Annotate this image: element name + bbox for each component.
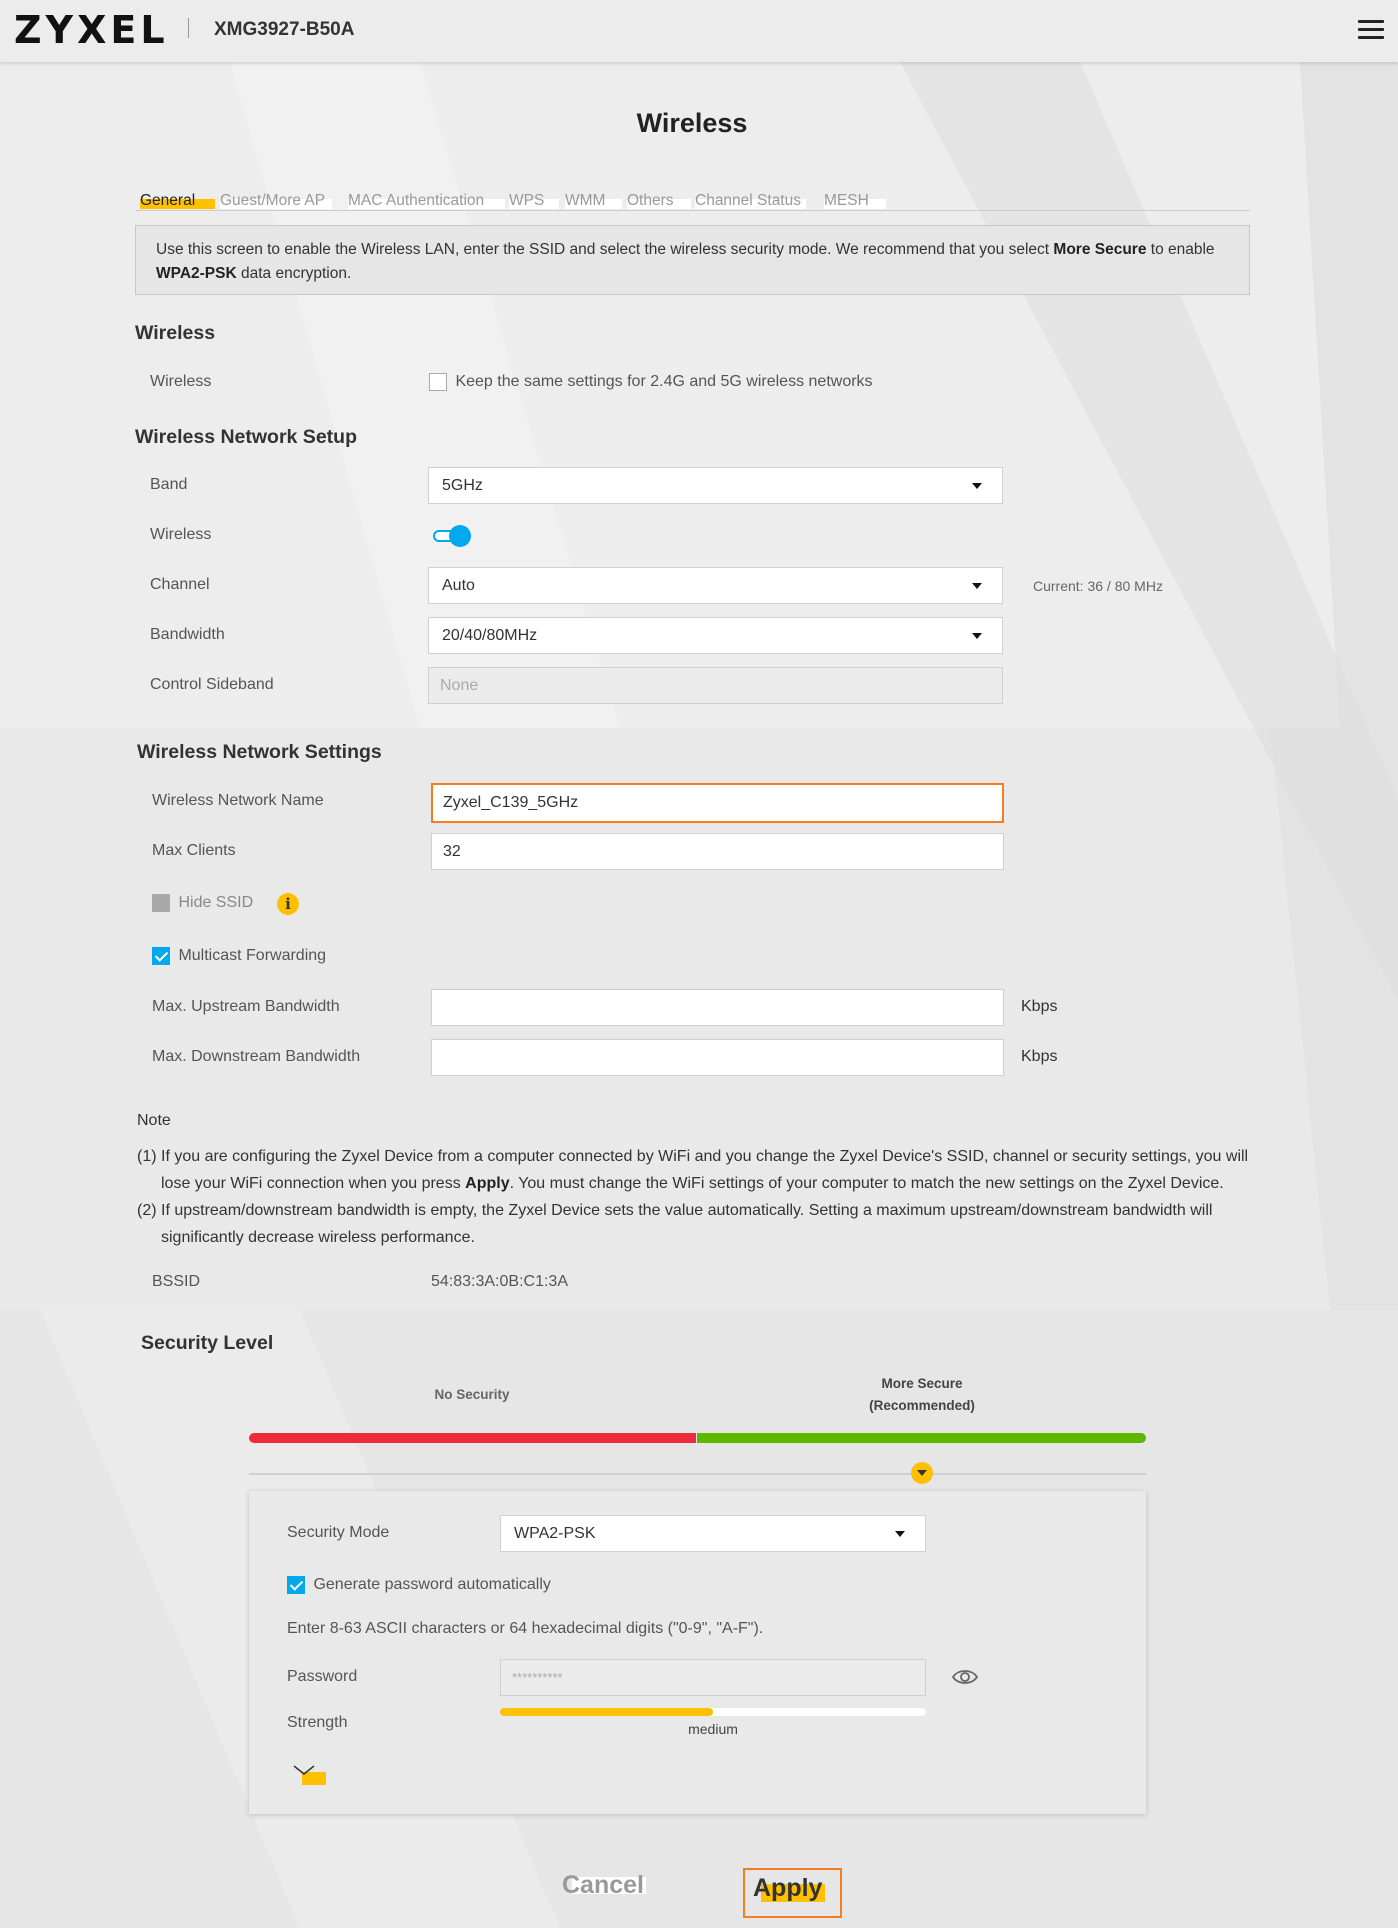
tab-mesh[interactable]: MESH: [824, 192, 869, 210]
wireless-label: Wireless: [150, 373, 212, 390]
note-title: Note: [137, 1112, 171, 1129]
security-separator: [249, 1473, 1146, 1475]
device-model: XMG3927-B50A: [214, 19, 355, 40]
channel-label: Channel: [150, 576, 210, 593]
tab-wps[interactable]: WPS: [509, 192, 544, 210]
keep-same-settings-label: Keep the same settings for 2.4G and 5G wireless networks: [455, 373, 873, 390]
collapse-chevron-icon[interactable]: [292, 1763, 336, 1787]
upstream-unit: Kbps: [1021, 998, 1058, 1015]
hide-ssid-row: [152, 894, 253, 912]
page-title: Wireless: [636, 108, 748, 138]
generate-password-checkbox[interactable]: [287, 1576, 305, 1594]
note-1-line-2: lose your WiFi connection when you press Apply. You must change the WiFi settings of your computer to match the new settings on the Zyxel Device.: [161, 1175, 1224, 1192]
channel-current: Current: 36 / 80 MHz: [1033, 578, 1163, 594]
channel-value: Auto: [442, 577, 475, 594]
note-2-prefix: (2): [137, 1202, 157, 1219]
notice-text-3: data encryption.: [236, 265, 352, 282]
note-2-line-2: significantly decrease wireless performance.: [161, 1229, 475, 1246]
tab-others[interactable]: Others: [627, 192, 674, 210]
band-value: 5GHz: [442, 477, 483, 494]
bssid-value: 54:83:3A:0B:C1:3A: [431, 1273, 568, 1290]
header-divider: [188, 18, 189, 38]
security-level-marker-icon[interactable]: [911, 1462, 933, 1484]
security-mode-value: WPA2-PSK: [514, 1525, 596, 1542]
strength-label: Strength: [287, 1714, 348, 1731]
notice-bold-more-secure: More Secure: [1053, 241, 1147, 258]
hide-ssid-label: Hide SSID: [178, 894, 254, 911]
eye-icon[interactable]: [952, 1666, 978, 1688]
hide-ssid-checkbox[interactable]: [152, 894, 170, 912]
section-title-network-settings: Wireless Network Settings: [137, 741, 382, 763]
more-secure-line-1[interactable]: More Secure: [881, 1376, 963, 1391]
tabs-underline: [136, 210, 1250, 211]
generate-password-label: Generate password automatically: [313, 1576, 551, 1593]
max-clients-label: Max Clients: [152, 842, 236, 859]
section-title-security: Security Level: [141, 1332, 274, 1354]
chevron-down-icon: [972, 483, 982, 489]
ssid-label: Wireless Network Name: [152, 792, 324, 809]
notice-text-2: to enable: [1146, 241, 1215, 258]
strength-value: medium: [688, 1721, 738, 1737]
info-icon[interactable]: i: [277, 893, 299, 915]
downstream-unit: Kbps: [1021, 1048, 1058, 1065]
password-label: Password: [287, 1668, 358, 1685]
zyxel-logo[interactable]: ZYXEL: [14, 8, 169, 52]
note-2-line-1: If upstream/downstream bandwidth is empty, the Zyxel Device sets the value automatically. Setting a maximum upstream/downstream bandwidth will: [161, 1202, 1213, 1219]
multicast-forwarding-label: Multicast Forwarding: [178, 947, 327, 964]
apply-button-label: Apply: [753, 1874, 823, 1902]
security-bar-none[interactable]: [249, 1433, 696, 1443]
upstream-bandwidth-input[interactable]: [431, 989, 1004, 1026]
control-sideband-field: None: [428, 667, 1003, 704]
generate-password-row: [287, 1576, 551, 1594]
cancel-button[interactable]: Cancel: [562, 1871, 644, 1899]
hamburger-menu-icon[interactable]: [1358, 20, 1384, 40]
downstream-bandwidth-input[interactable]: [431, 1039, 1004, 1076]
chevron-down-icon: [972, 633, 982, 639]
band-label: Band: [150, 476, 188, 493]
notice-bold-wpa2: WPA2-PSK: [156, 265, 237, 282]
strength-meter-fill: [500, 1708, 713, 1716]
band-select[interactable]: [428, 467, 1003, 504]
password-hint: Enter 8-63 ASCII characters or 64 hexadecimal digits ("0-9", "A-F").: [287, 1620, 764, 1637]
chevron-down-icon: [895, 1531, 905, 1537]
note-1-line-1: If you are configuring the Zyxel Device from a computer connected by WiFi and you change the Zyxel Device's SSID, channel or security settings, you will: [161, 1148, 1249, 1165]
downstream-label: Max. Downstream Bandwidth: [152, 1048, 361, 1065]
no-security-option[interactable]: No Security: [434, 1387, 510, 1402]
apply-button[interactable]: [743, 1868, 842, 1918]
section-title-network-setup: Wireless Network Setup: [135, 426, 357, 448]
channel-select[interactable]: [428, 567, 1003, 604]
bssid-label: BSSID: [152, 1273, 201, 1290]
section-title-wireless: Wireless: [135, 322, 216, 344]
note-1-prefix: (1): [137, 1148, 157, 1165]
more-secure-line-2[interactable]: (Recommended): [869, 1398, 975, 1413]
ssid-input[interactable]: Zyxel_C139_5GHz: [431, 783, 1004, 823]
bandwidth-label: Bandwidth: [150, 626, 225, 643]
top-bar: [0, 0, 1398, 62]
chevron-down-icon: [972, 583, 982, 589]
multicast-forwarding-checkbox[interactable]: [152, 947, 170, 965]
wireless-toggle[interactable]: [431, 524, 473, 548]
tab-mac-authentication[interactable]: MAC Authentication: [348, 192, 484, 210]
bandwidth-select[interactable]: [428, 617, 1003, 654]
control-sideband-label: Control Sideband: [150, 676, 274, 693]
tab-channel-status[interactable]: Channel Status: [695, 192, 801, 210]
tab-guest-more-ap[interactable]: Guest/More AP: [220, 192, 325, 210]
max-clients-input[interactable]: 32: [431, 833, 1004, 870]
upstream-label: Max. Upstream Bandwidth: [152, 998, 340, 1015]
multicast-row: [152, 947, 326, 965]
notice-text: Use this screen to enable the Wireless LAN, enter the SSID and select the wireless security mode. We recommend that you select: [156, 241, 1054, 258]
keep-same-settings-row: [429, 373, 873, 391]
tab-general[interactable]: General: [140, 192, 195, 210]
security-mode-select[interactable]: [500, 1515, 926, 1552]
password-input[interactable]: **********: [500, 1659, 926, 1696]
info-notice: [135, 225, 1250, 295]
wireless-enable-label: Wireless: [150, 526, 212, 543]
security-bar-secure[interactable]: [697, 1433, 1146, 1443]
keep-same-settings-checkbox[interactable]: [429, 373, 447, 391]
security-mode-label: Security Mode: [287, 1524, 390, 1541]
tab-wmm[interactable]: WMM: [565, 192, 605, 210]
bandwidth-value: 20/40/80MHz: [442, 627, 538, 644]
